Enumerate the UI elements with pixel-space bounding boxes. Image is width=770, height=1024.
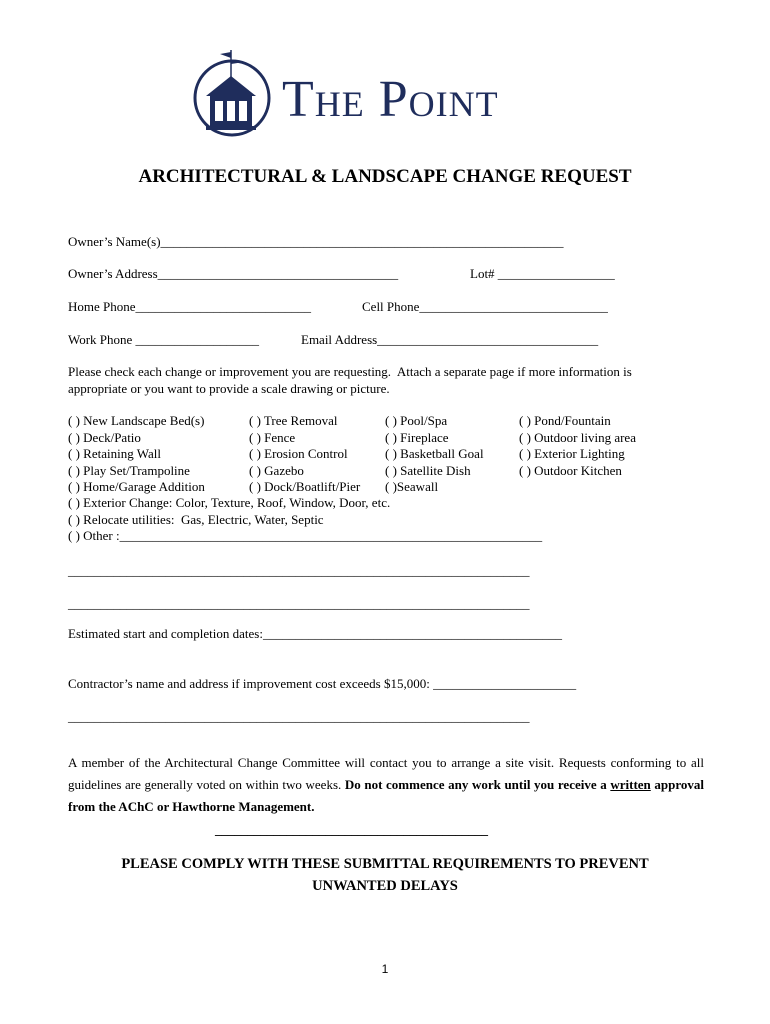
option-checkbox[interactable]: ( ) Pond/Fountain (519, 413, 611, 428)
option-checkbox[interactable]: ( )Seawall (385, 479, 439, 494)
option-checkbox[interactable]: ( ) Retaining Wall (68, 446, 161, 461)
instructions-line-2: appropriate or you want to provide a scale drawing or picture. (68, 381, 390, 396)
option-checkbox[interactable]: ( ) Tree Removal (249, 413, 338, 428)
notice-bold-text-end: approval from the AChC or Hawthorne Management. (68, 777, 704, 814)
owners-address-field[interactable]: Owner’s Address_____________________________________ (68, 266, 399, 281)
option-checkbox[interactable]: ( ) Fireplace (385, 430, 449, 445)
submittal-warning-line-1: PLEASE COMPLY WITH THESE SUBMITTAL REQUIREMENTS TO PREVENT (121, 856, 649, 872)
option-checkbox[interactable]: ( ) Erosion Control (249, 446, 348, 461)
work-phone-field[interactable]: Work Phone ___________________ (68, 332, 260, 347)
option-checkbox[interactable]: ( ) Satellite Dish (385, 463, 471, 478)
option-checkbox[interactable]: ( ) Exterior Lighting (519, 446, 625, 461)
option-checkbox[interactable]: ( ) Outdoor Kitchen (519, 463, 622, 478)
option-exterior-change[interactable]: ( ) Exterior Change: Color, Texture, Roof, Window, Door, etc. (68, 495, 391, 510)
notice-paragraph (68, 752, 704, 818)
option-relocate-utilities[interactable]: ( ) Relocate utilities: Gas, Electric, Water, Septic (68, 512, 324, 527)
option-checkbox[interactable]: ( ) Deck/Patio (68, 430, 141, 445)
option-checkbox[interactable]: ( ) Gazebo (249, 463, 304, 478)
option-checkbox[interactable]: ( ) Outdoor living area (519, 430, 636, 445)
instructions-line-1: Please check each change or improvement you are requesting. Attach a separate page if more information is (68, 364, 632, 379)
blank-line[interactable]: _______________________________________________________________________ (68, 563, 530, 578)
blank-line[interactable]: _______________________________________________________________________ (68, 596, 530, 611)
option-checkbox[interactable]: ( ) Home/Garage Addition (68, 479, 205, 494)
cell-phone-field[interactable]: Cell Phone_____________________________ (362, 299, 608, 314)
option-checkbox[interactable]: ( ) New Landscape Bed(s) (68, 413, 205, 428)
notice-bold-text: Do not commence any work until you receive a (344, 777, 611, 792)
divider-line: __________________________________________ (215, 822, 488, 837)
option-checkbox[interactable]: ( ) Basketball Goal (385, 446, 484, 461)
home-phone-field[interactable]: Home Phone___________________________ (68, 299, 312, 314)
option-checkbox[interactable]: ( ) Fence (249, 430, 296, 445)
option-checkbox[interactable]: ( ) Dock/Boatlift/Pier (249, 479, 361, 494)
contractor-field[interactable]: Contractor’s name and address if improvement cost exceeds $15,000: ______________________ (68, 676, 577, 691)
cupola-logo-icon (192, 46, 272, 138)
blank-line[interactable]: _______________________________________________________________________ (68, 709, 530, 724)
owners-name-field[interactable]: Owner’s Name(s)______________________________________________________________ (68, 234, 564, 249)
lot-field[interactable]: Lot# __________________ (470, 266, 615, 281)
option-checkbox[interactable]: ( ) Pool/Spa (385, 413, 448, 428)
notice-text: A member of the Architectural Change Committee will contact you to arrange a site visit. Requests conforming to all guidelines are generally voted on within two weeks. (68, 755, 704, 792)
estimated-dates-field[interactable]: Estimated start and completion dates:______________________________________________ (68, 626, 562, 641)
logo-wordmark: The Point (282, 71, 499, 128)
option-checkbox[interactable]: ( ) Play Set/Trampoline (68, 463, 190, 478)
option-other-field[interactable]: ( ) Other :_________________________________________________________________ (68, 528, 543, 543)
form-title: ARCHITECTURAL & LANDSCAPE CHANGE REQUEST (138, 166, 632, 187)
submittal-warning-line-2: UNWANTED DELAYS (312, 878, 458, 894)
notice-written-emphasis: written (610, 777, 651, 792)
email-field[interactable]: Email Address__________________________________ (301, 332, 599, 347)
page-number: 1 (381, 962, 389, 976)
